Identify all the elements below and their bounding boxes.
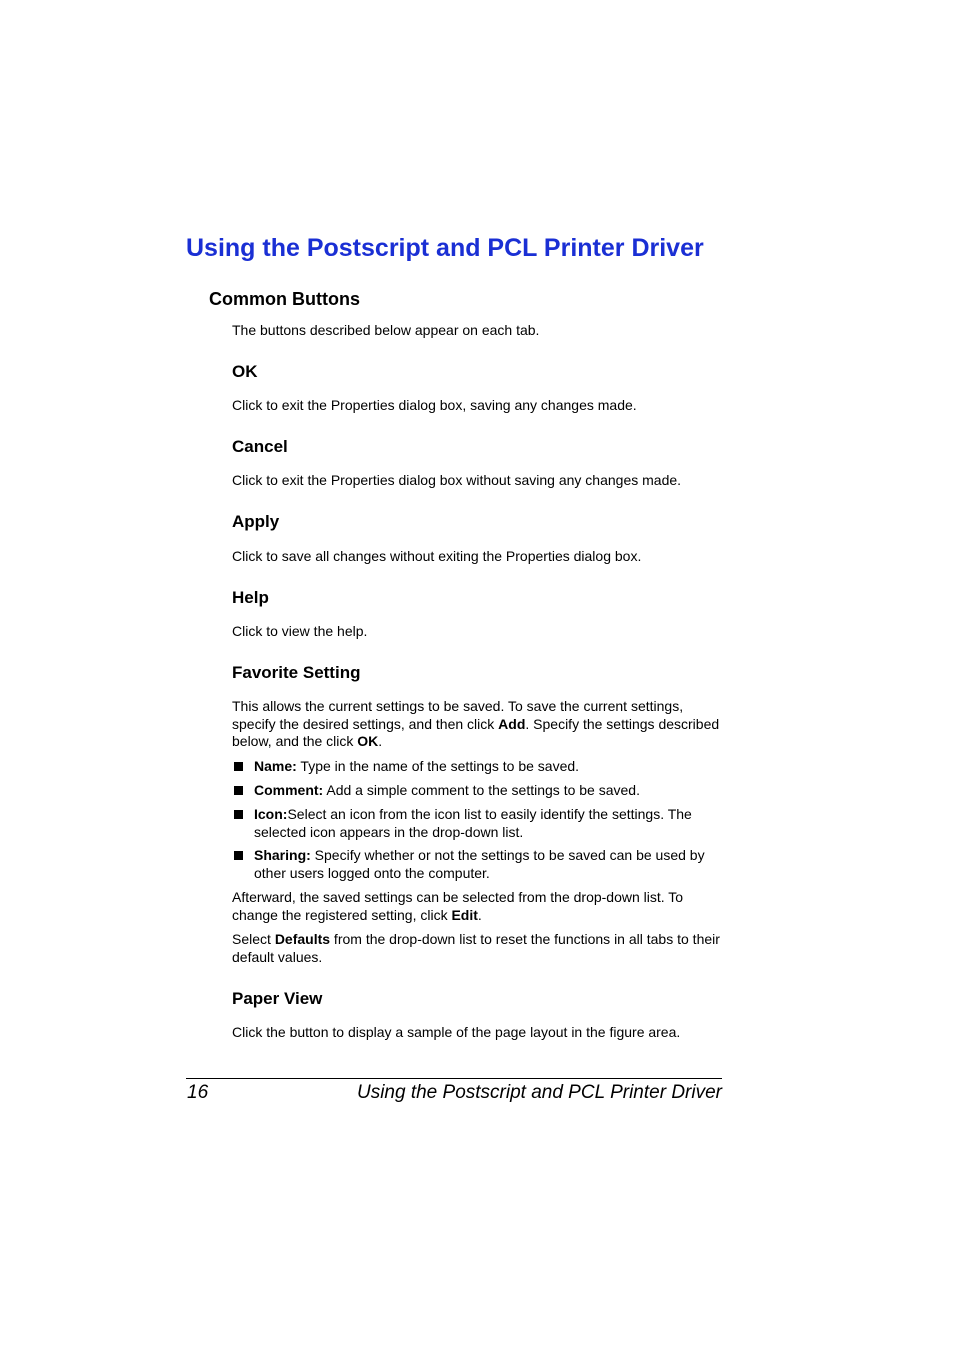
apply-description: Click to save all changes without exiting the Properties dialog box.: [232, 548, 642, 564]
footer-divider: [186, 1078, 722, 1079]
bullet-text: Type in the name of the settings to be saved.: [296, 758, 580, 774]
bullet-square-icon: [234, 851, 243, 860]
favorite-setting-heading: Favorite Setting: [232, 663, 361, 682]
paper-view-description: Click the button to display a sample of the page layout in the figure area.: [232, 1024, 681, 1040]
list-item: [232, 782, 722, 800]
bullet-text: Select an icon from the icon list to easily identify the settings. The selected icon appears in the drop-down list.: [254, 806, 692, 840]
cancel-heading: Cancel: [232, 437, 288, 456]
intro-text-2: . Specify the settings described below, and the click: [232, 715, 720, 749]
afterward-paragraph: [232, 889, 722, 924]
ok-description: Click to exit the Properties dialog box, saving any changes made.: [232, 397, 637, 413]
defaults-paragraph: [232, 931, 722, 966]
apply-heading: Apply: [232, 512, 280, 531]
list-item: [232, 758, 722, 776]
defaults-term: Defaults: [274, 931, 331, 947]
favorite-setting-intro: [232, 698, 722, 751]
page-number: 16: [187, 1082, 209, 1103]
ok-heading: OK: [232, 362, 258, 381]
intro-text-1: This allows the current settings to be saved. To save the current settings, specify the desired settings, and then click: [232, 698, 684, 732]
bullet-term: Sharing:: [254, 847, 311, 863]
bullet-text: Add a simple comment to the settings to be saved.: [323, 782, 640, 798]
bullet-term: Name:: [254, 758, 297, 774]
help-description: Click to view the help.: [232, 623, 368, 639]
bullet-square-icon: [234, 762, 243, 771]
bullet-square-icon: [234, 810, 243, 819]
bullet-text: Specify whether or not the settings to be saved can be used by other users logged onto the computer.: [254, 847, 705, 881]
list-item: [232, 847, 722, 882]
add-term: Add: [498, 715, 526, 732]
footer-title: Using the Postscript and PCL Printer Driver: [356, 1082, 722, 1103]
help-heading: Help: [232, 588, 269, 607]
bullet-term: Icon:: [254, 806, 288, 822]
section-intro: The buttons described below appear on each tab.: [232, 322, 540, 338]
afterward-text-1: Afterward, the saved settings can be selected from the drop-down list. To change the registered setting, click: [232, 889, 684, 923]
section-title: Common Buttons: [209, 289, 360, 309]
bullet-square-icon: [234, 786, 243, 795]
bullet-term: Comment:: [254, 782, 324, 798]
defaults-text-2: from the drop-down list to reset the functions in all tabs to their default values.: [232, 931, 720, 965]
cancel-description: Click to exit the Properties dialog box without saving any changes made.: [232, 472, 682, 488]
intro-text-3: .: [378, 733, 383, 749]
list-item: [232, 806, 722, 841]
defaults-text-1: Select: [232, 931, 275, 947]
edit-term: Edit: [451, 906, 478, 923]
afterward-text-2: .: [477, 906, 482, 923]
ok-term: OK: [357, 733, 379, 749]
paper-view-heading: Paper View: [232, 989, 323, 1008]
chapter-title: Using the Postscript and PCL Printer Driver: [186, 234, 704, 262]
